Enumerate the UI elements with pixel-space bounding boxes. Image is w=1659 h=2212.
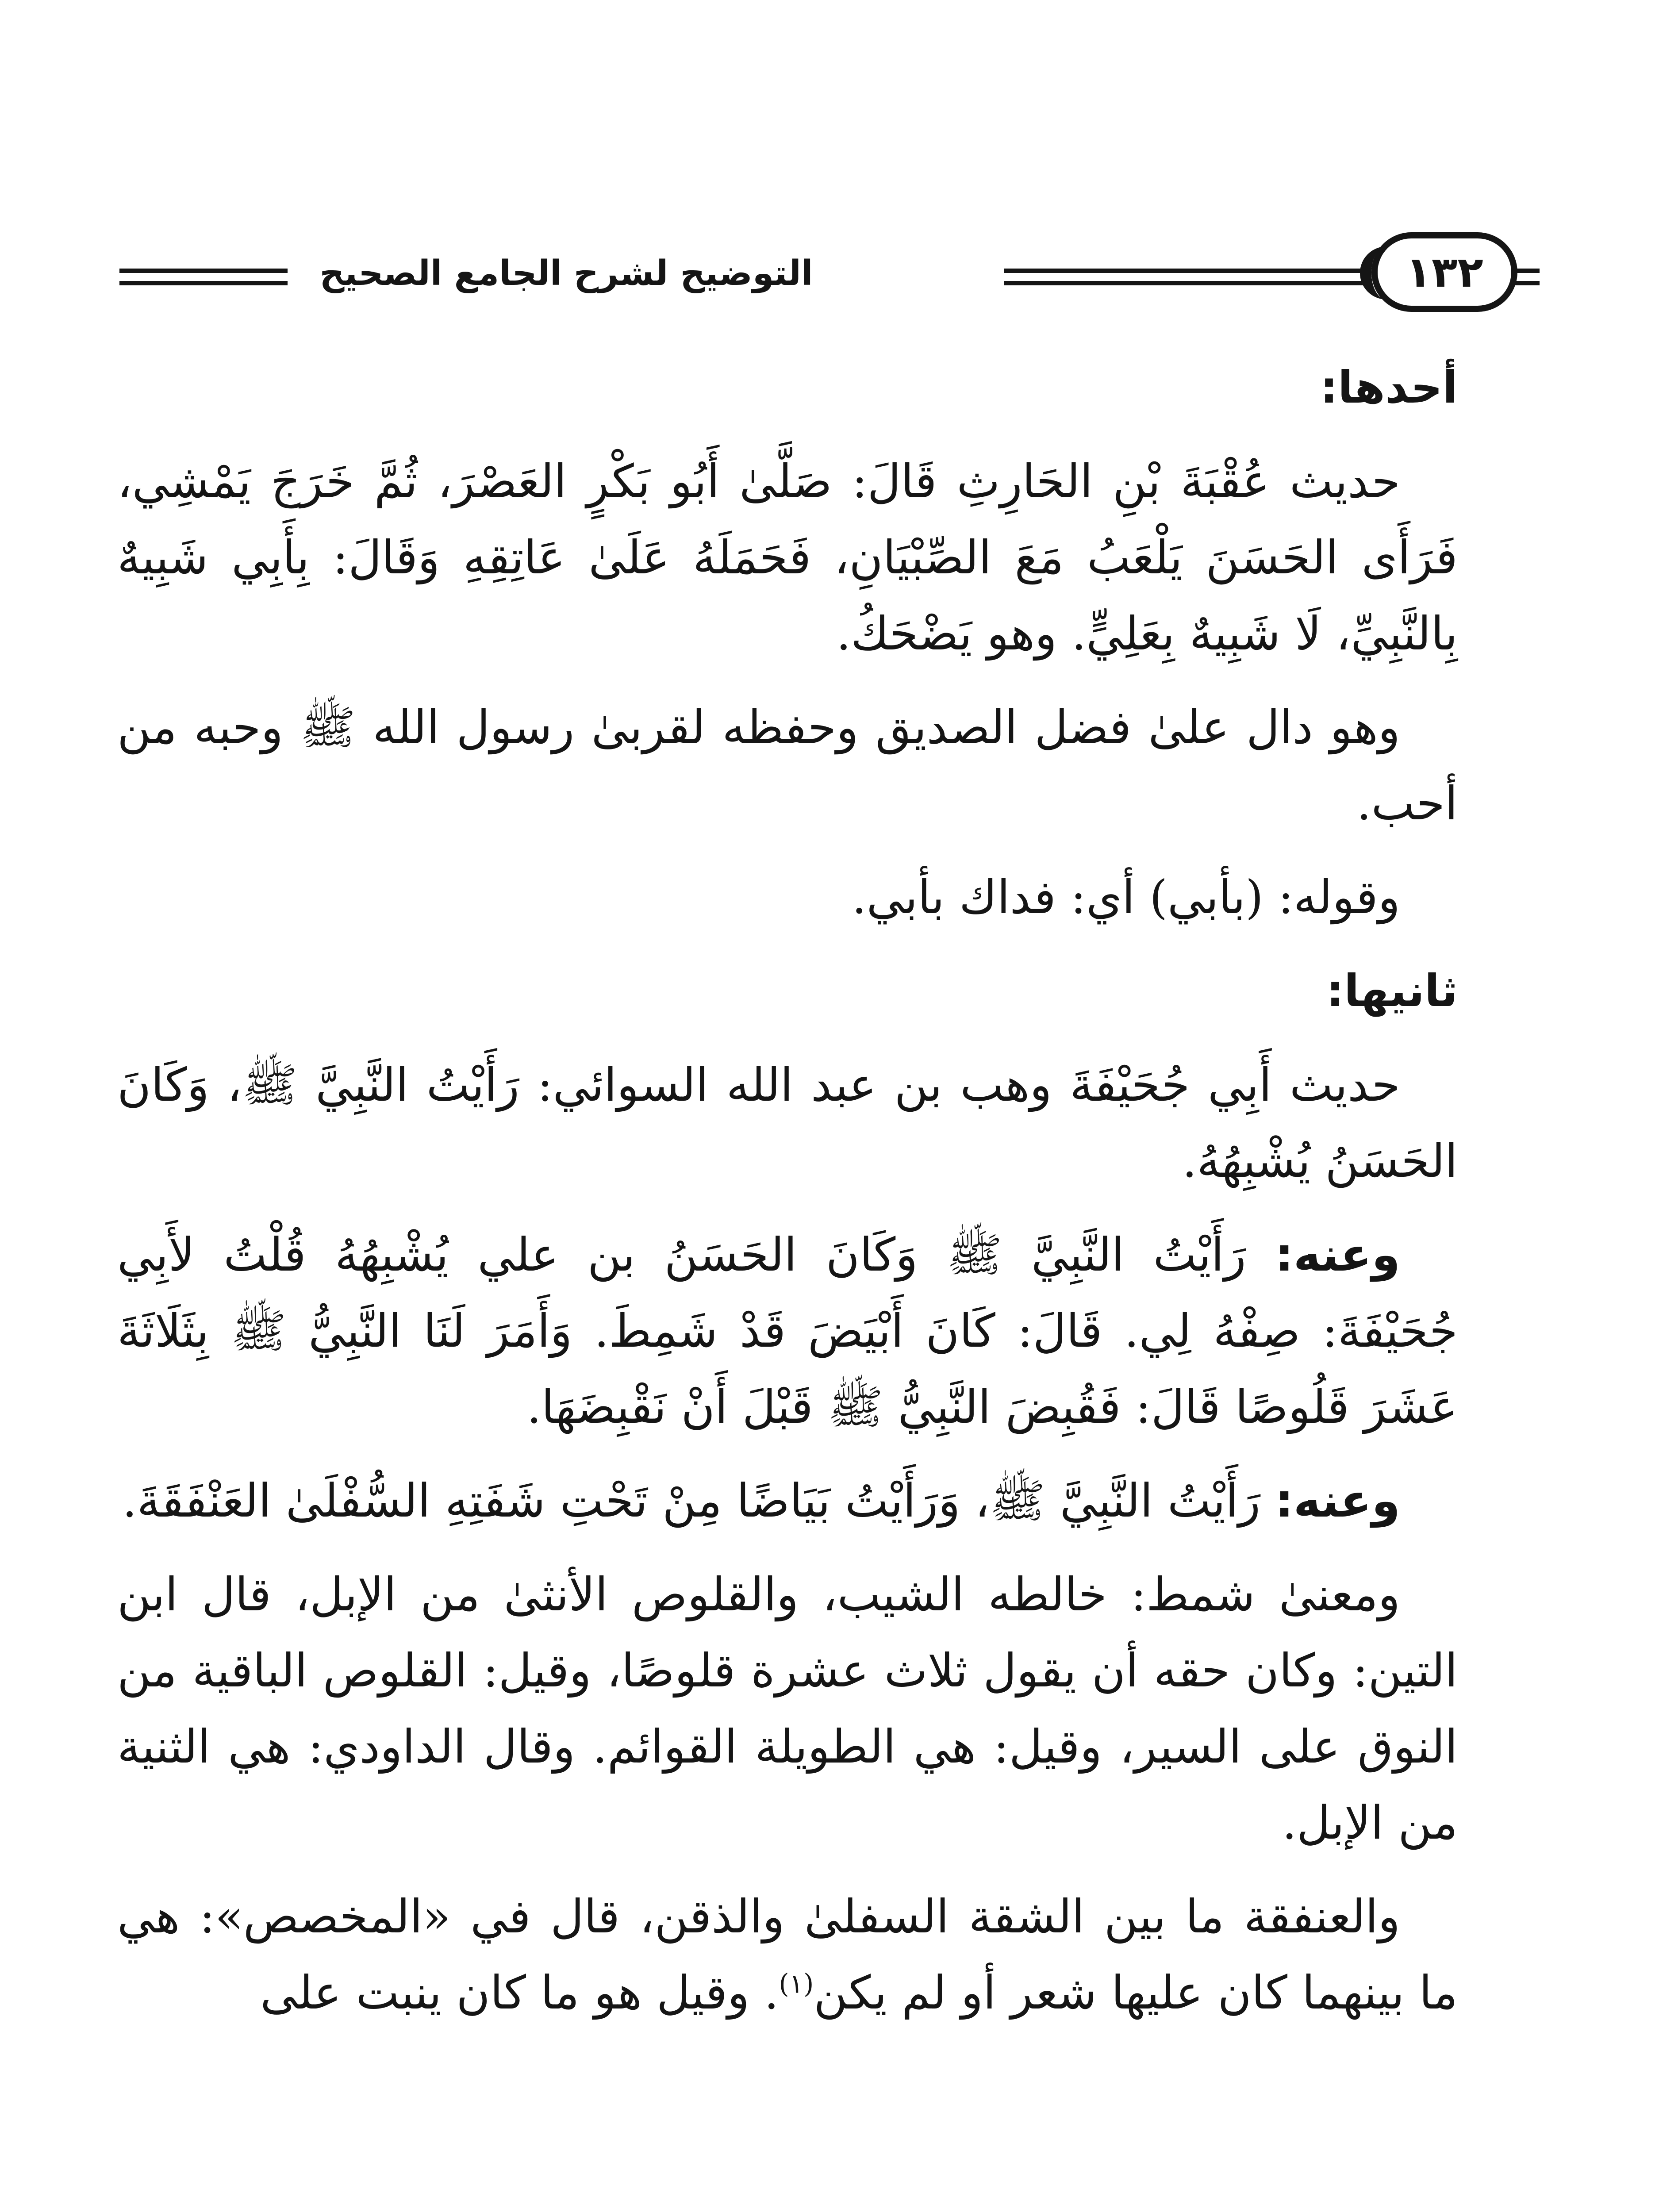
- running-title: التوضيح لشرح الجامع الصحيح: [319, 253, 813, 293]
- paragraph-text: رَأَيْتُ النَّبِيَّ ﷺ، وَرَأَيْتُ بَيَاضًا مِنْ تَحْتِ شَفَتِهِ السُّفْلَىٰ العَنْفَقَةَ.: [122, 1474, 1261, 1528]
- paragraph-hadith-uqba: حديث عُقْبَةَ بْنِ الحَارِثِ قَالَ: صَلَّىٰ أَبُو بَكْرٍ العَصْرَ، ثُمَّ خَرَجَ يَمْشِي، فَرَأَى الحَسَنَ يَلْعَبُ مَعَ الصِّبْيَانِ، فَحَمَلَهُ عَلَىٰ عَاتِقِهِ وَقَالَ: بِأَبِي شَبِيهٌ بِالنَّبِيِّ، لَا شَبِيهٌ بِعَلِيٍّ. وهو يَضْحَكُ.: [117, 454, 1458, 661]
- header-rule-middle: [1004, 269, 1371, 285]
- section-heading-second: ثانيها:: [1326, 965, 1458, 1017]
- paragraph-text: والعنفقة ما بين الشقة السفلىٰ والذقن، قال في «المخصص»: هي ما بينهما كان عليها شعر أو لم يكن: [117, 1889, 1458, 2020]
- page-number: ١٣٢: [1406, 247, 1483, 297]
- footnote-reference[interactable]: (١): [779, 1968, 814, 2000]
- paragraph-anfaqa: [117, 1878, 1458, 2031]
- paragraph-commentary: وهو دال علىٰ فضل الصديق وحفظه لقربىٰ رسول الله ﷺ وحبه من أحب.: [117, 700, 1458, 830]
- paragraph-explanation-shamit: ومعنىٰ شمط: خالطه الشيب، والقلوص الأنثىٰ من الإبل، قال ابن التين: وكان حقه أن يقول ثلاث عشرة قلوصًا، وقيل: القلوص الباقية من النوق على السير، وقيل: هي الطويلة القوائم. وقال الداودي: هي الثنية من الإبل.: [117, 1567, 1458, 1850]
- paragraph-wa-anhu-1: [117, 1217, 1458, 1445]
- paragraph-lead: وعنه:: [1275, 1228, 1401, 1282]
- paragraph-text: رَأَيْتُ النَّبِيَّ ﷺ وَكَانَ الحَسَنُ بن علي يُشْبِهُهُ قُلْتُ لأَبِي جُحَيْفَةَ: صِفْهُ لِي. قَالَ: كَانَ أَبْيَضَ قَدْ شَمِطَ. وَأَمَرَ لَنَا النَّبِيُّ ﷺ بِثَلَاثَةَ عَشَرَ قَلُوصًا قَالَ: فَقُبِضَ النَّبِيُّ ﷺ قَبْلَ أَنْ نَقْبِضَهَا.: [117, 1228, 1458, 1434]
- main-text: [117, 349, 1458, 2048]
- header-rule-left: [119, 269, 288, 285]
- paragraph-qawluhu: وقوله: (بأبي) أي: فداك بأبي.: [852, 870, 1400, 924]
- paragraph-wa-anhu-2: [117, 1463, 1458, 1539]
- paragraph-text: . وقيل هو ما كان ينبت على: [260, 1966, 779, 2020]
- paragraph-hadith-abi-juhayfa: حديث أَبِي جُحَيْفَةَ وهب بن عبد الله السوائي: رَأَيْتُ النَّبِيَّ ﷺ، وَكَانَ الحَسَنُ يُشْبِهُهُ.: [117, 1058, 1458, 1188]
- running-header: [119, 228, 1482, 316]
- paragraph-lead: وعنه:: [1275, 1474, 1400, 1528]
- section-heading-first: أحدها:: [1320, 361, 1458, 413]
- page-number-badge: [1371, 232, 1517, 312]
